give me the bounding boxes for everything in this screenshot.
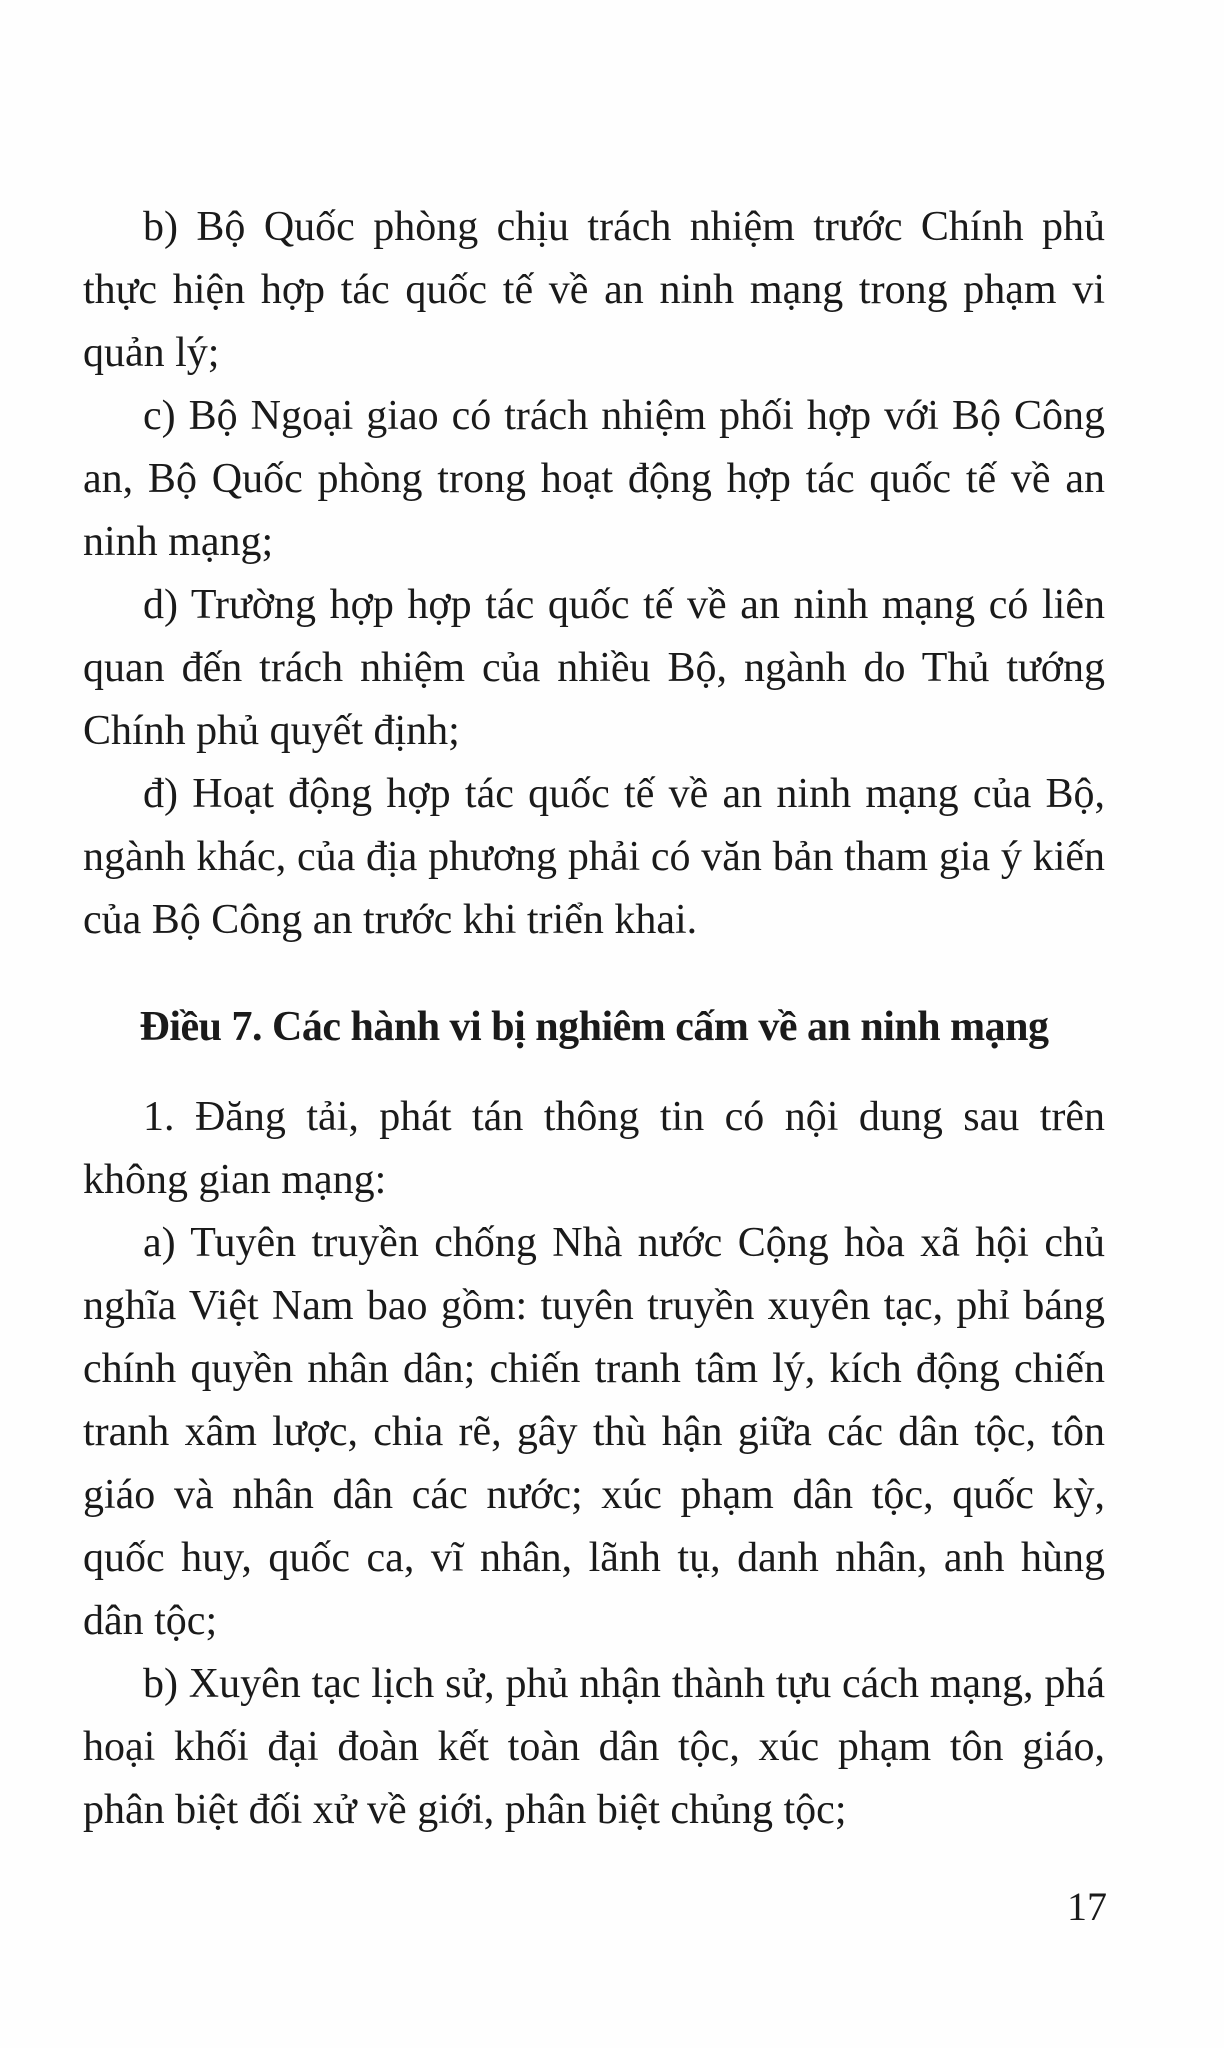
- paragraph-a-propaganda: a) Tuyên truyền chống Nhà nước Cộng hòa xã hội chủ nghĩa Việt Nam bao gồm: tuyên truyền xuyên tạc, phỉ báng chính quyền nhân dân; chiến tranh tâm lý, kích động chiến tranh xâm lược, chia rẽ, gây thù hận giữa các dân tộc, tôn giáo và nhân dân các nước; xúc phạm dân tộc, quốc kỳ, quốc huy, quốc ca, vĩ nhân, lãnh tụ, danh nhân, anh hùng dân tộc;: [83, 1220, 1105, 1644]
- paragraph-b-distortion: b) Xuyên tạc lịch sử, phủ nhận thành tựu cách mạng, phá hoại khối đại đoàn kết toàn dân tộc, xúc phạm tôn giáo, phân biệt đối xử về giới, phân biệt chủng tộc;: [83, 1661, 1105, 1833]
- paragraph-c-foreign-affairs: c) Bộ Ngoại giao có trách nhiệm phối hợp với Bộ Công an, Bộ Quốc phòng trong hoạt động hợp tác quốc tế về an ninh mạng;: [83, 393, 1105, 565]
- article-heading: Điều 7. Các hành vi bị nghiêm cấm về an ninh mạng: [139, 1004, 1049, 1050]
- paragraph-b-defense: b) Bộ Quốc phòng chịu trách nhiệm trước Chính phủ thực hiện hợp tác quốc tế về an ninh mạng trong phạm vi quản lý;: [83, 204, 1105, 376]
- page-number: 17: [1067, 1884, 1107, 1929]
- paragraph-d-prime-minister: d) Trường hợp hợp tác quốc tế về an ninh mạng có liên quan đến trách nhiệm của nhiều Bộ, ngành do Thủ tướng Chính phủ quyết định;: [83, 582, 1105, 754]
- bottom-section: [83, 1086, 1105, 1842]
- paragraph-1-posting: 1. Đăng tải, phát tán thông tin có nội dung sau trên không gian mạng:: [83, 1094, 1105, 1203]
- top-section: [83, 196, 1105, 952]
- paragraph-dd-other-ministries: đ) Hoạt động hợp tác quốc tế về an ninh mạng của Bộ, ngành khác, của địa phương phải có văn bản tham gia ý kiến của Bộ Công an trước khi triển khai.: [83, 771, 1105, 943]
